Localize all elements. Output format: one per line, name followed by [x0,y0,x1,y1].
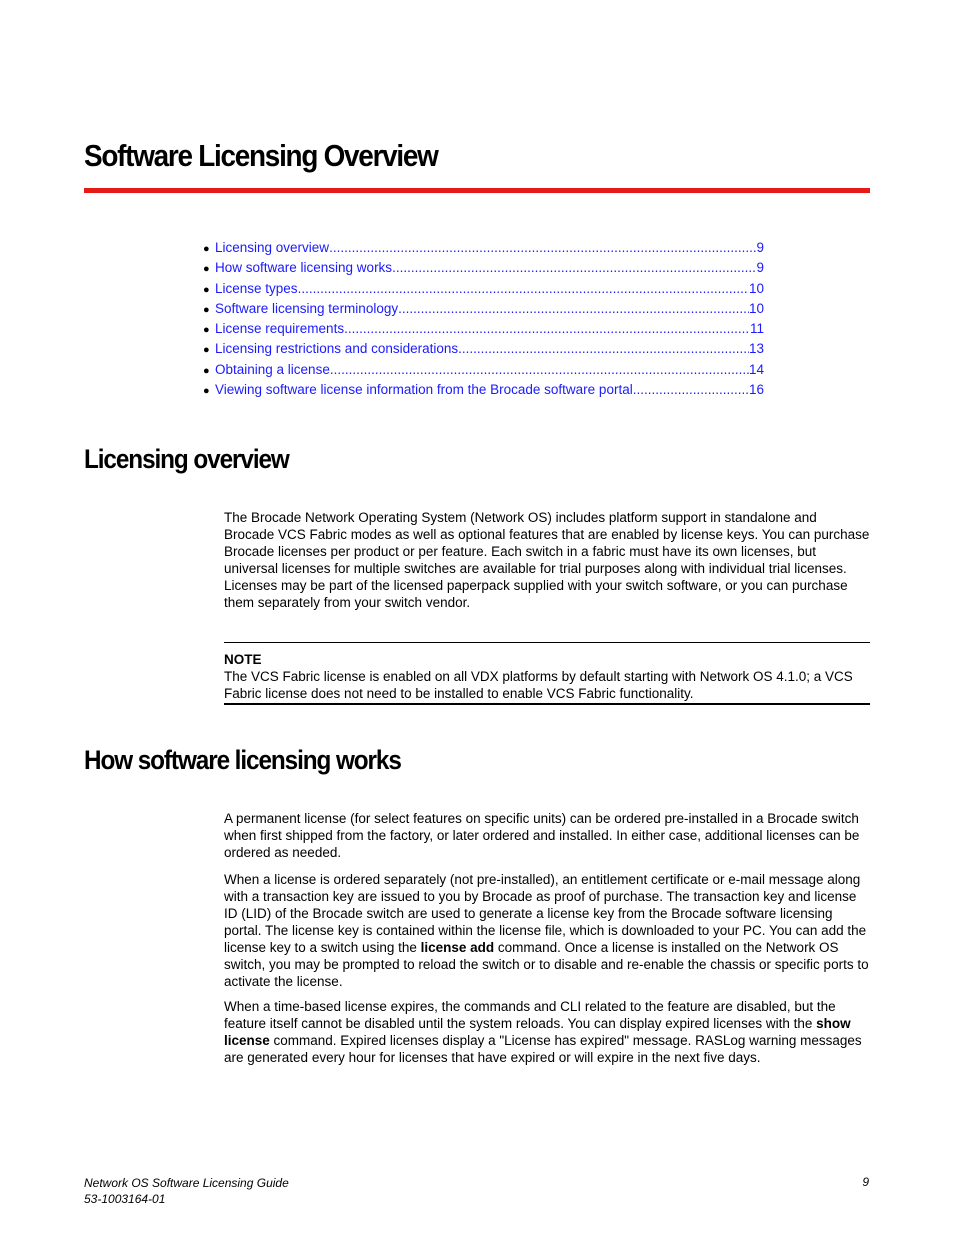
toc-link-viewing-license-info[interactable]: Viewing software license information from the Brocade software portal ..... 16 [215,382,764,397]
toc-leader [458,341,749,356]
chapter-title-rule [84,188,870,193]
note-label: NOTE [224,652,262,667]
how-it-works-paragraph-3: When a time-based license expires, the commands and CLI related to the feature are disabled, but the feature itself cannot be disabled until the system reloads. You can display expired licenses with the show license command. Expired licenses display a "License has expired" message. RASLog warning messages are generated every hour for licenses that have expired or will expire in the next five days. [224,999,862,1065]
section-heading-licensing-overview: Licensing overview [84,444,289,474]
footer-doc-title: Network OS Software Licensing Guide [84,1176,289,1190]
bullet-icon: ● [203,364,210,377]
bullet-icon: ● [203,263,210,276]
bullet-icon: ● [203,243,210,255]
how-it-works-paragraph-2: When a license is ordered separately (not pre-installed), an entitlement certificate or e-mail message along with a transaction key are issued to you by Brocade as proof of purchase. The transaction key and license ID (LID) of the Brocade switch are used to generate a license key from the Brocade software licensing portal. The license key is contained within the license file, which is downloaded to your PC. You can add the license key to a switch using the license add command. Once a license is installed on the Network OS switch, you may be prompted to reload the switch or to disable and re-enable the chassis or specific ports to activate the license. [224,872,869,989]
bullet-icon: ● [203,344,210,357]
toc-item [203,341,764,361]
toc-link-license-requirements[interactable]: License requirements ..... 11 [215,321,764,336]
note-text: The VCS Fabric license is enabled on all VDX platforms by default starting with Network OS 4.1.0; a VCS Fabric license does not need to be installed to enable VCS Fabric functionality. [224,669,853,701]
bullet-icon: ● [203,283,210,296]
how-it-works-paragraph-1: A permanent license (for select features on specific units) can be ordered pre-installed in a Brocade switch when first shipped from the factory, or later ordered and installed. In either case, additional licenses can be ordered as needed. [224,811,860,860]
toc-item [203,281,764,301]
toc-leader [330,362,749,377]
toc-leader [344,321,750,336]
footer-left [84,1175,289,1207]
toc-link-how-software-licensing-works[interactable]: How software licensing works ..... 9 [215,260,764,275]
toc-link-software-licensing-terminology[interactable]: Software licensing terminology ..... 10 [215,301,764,316]
toc-item [203,301,764,321]
toc-link-licensing-overview[interactable]: Licensing overview ..... 9 [215,240,764,255]
note-box [224,642,870,705]
section-heading-how-software-licensing-works: How software licensing works [84,745,401,775]
toc-link-licensing-restrictions[interactable]: Licensing restrictions and considerations ..... 13 [215,341,764,356]
toc-leader [329,240,756,255]
command-show-license: show license [224,1016,851,1048]
bullet-icon: ● [203,385,210,398]
toc-leader [392,260,756,275]
toc-item [203,382,764,402]
footer-page-number: 9 [862,1175,869,1189]
toc-link-obtaining-a-license[interactable]: Obtaining a license ..... 14 [215,362,764,377]
toc-leader [398,301,749,316]
toc-item [203,321,764,341]
toc-item [203,362,764,382]
bullet-icon: ● [203,303,210,316]
licensing-overview-paragraph: The Brocade Network Operating System (Network OS) includes platform support in standalone and Brocade VCS Fabric modes as well as optional features that are enabled by license keys. You can purchase Brocade licenses per product or per feature. Each switch in a fabric must have its own licenses, but universal licenses for multiple switches are available for trial purposes along with individual trial licenses. Licenses may be part of the licensed paperpack supplied with your switch software, or you can purchase them separately from your switch vendor. [224,510,870,610]
mini-toc [203,240,764,402]
toc-leader [633,382,749,397]
footer-doc-number: 53-1003164-01 [84,1192,166,1206]
toc-leader [298,281,749,296]
toc-item [203,240,764,260]
toc-link-license-types[interactable]: License types ..... 10 [215,281,764,296]
chapter-title: Software Licensing Overview [84,138,438,173]
toc-item [203,260,764,280]
bullet-icon: ● [203,324,210,337]
command-license-add: license add [420,940,495,955]
